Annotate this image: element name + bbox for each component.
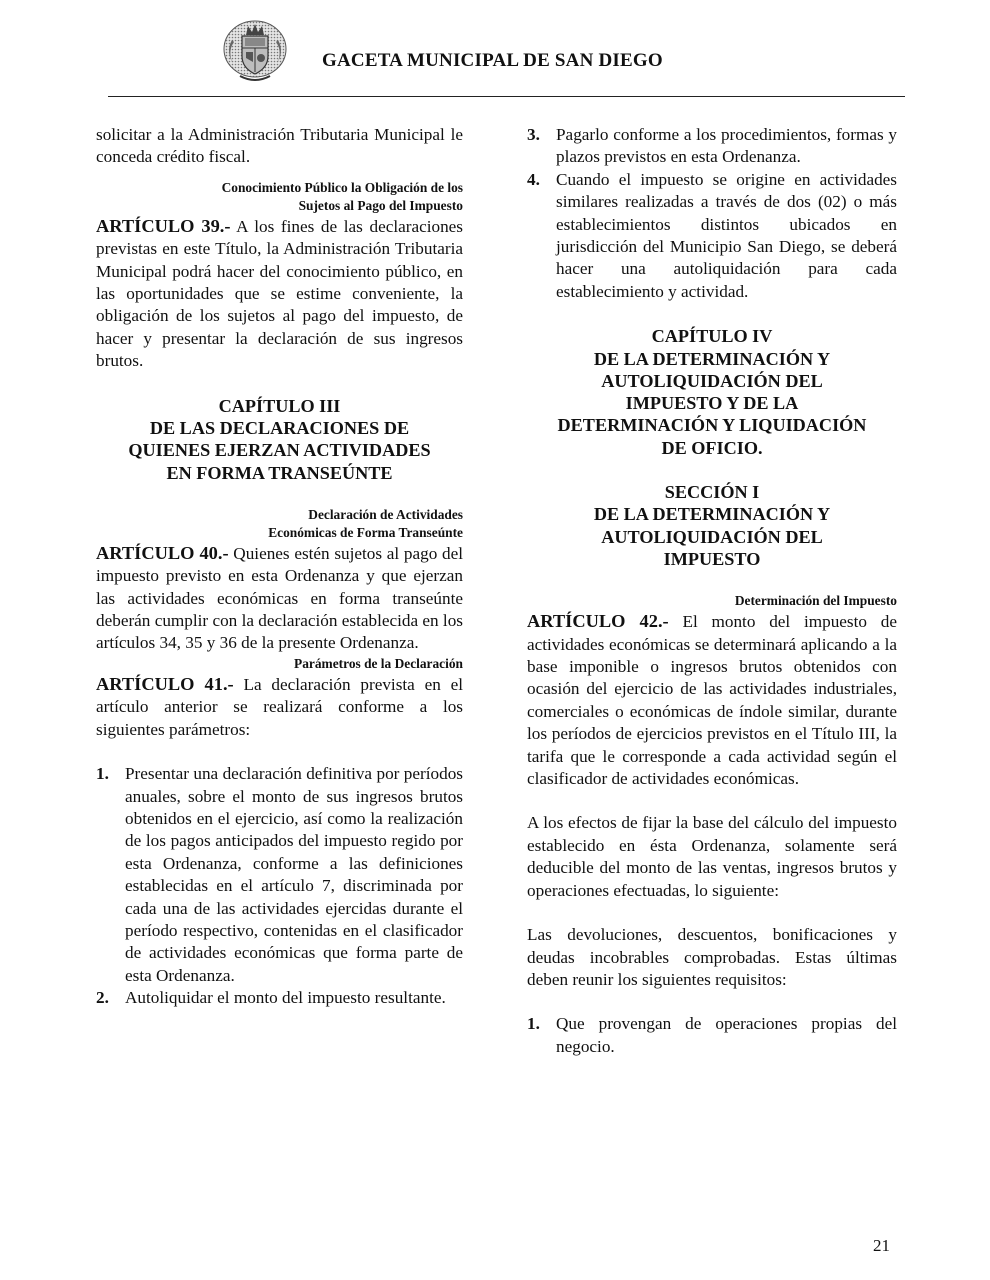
article-42 — [527, 610, 897, 790]
side-heading-conocimiento: Conocimiento Público la Obligación de los Sujetos al Pago del Impuesto — [221, 179, 463, 213]
left-column — [96, 124, 463, 1010]
list-item: 4. Cuando el impuesto se origine en actividades similares realizadas a través de dos (02) o más establecimientos distintos ubicados en jurisdicción del Municipio San Diego, se deberá hacer una autoliquidación para cada establecimiento y actividad. — [527, 169, 897, 301]
section-1-heading: SECCIÓN I DE LA DETERMINACIÓN Y AUTOLIQUIDACIÓN DEL IMPUESTO — [593, 482, 831, 569]
article-41-text: La declaración prevista en el artículo anterior se realizará conforme a los siguientes parámetros: — [96, 674, 463, 739]
list-item: 1. Que provengan de operaciones propias del negocio. — [527, 1014, 897, 1056]
header-rule — [108, 96, 905, 97]
side-heading-declaracion: Declaración de Actividades Económicas de Forma Transeúnte — [268, 506, 463, 540]
article-39 — [96, 215, 463, 373]
side-heading-parametros: Parámetros de la Declaración — [294, 655, 463, 671]
article-41 — [96, 673, 463, 741]
page-header — [0, 0, 990, 100]
right-column — [527, 124, 897, 1058]
paragraph-credit-fiscal: solicitar a la Administración Tributaria Municipal le conceda crédito fiscal. — [96, 125, 463, 167]
chapter-4-heading: CAPÍTULO IV DE LA DETERMINACIÓN Y AUTOLIQUIDACIÓN DEL IMPUESTO Y DE LA DETERMINACIÓN Y LIQUIDACIÓN DE OFICIO. — [557, 326, 867, 458]
list-item: 1. Presentar una declaración definitiva por períodos anuales, sobre el monto de sus ingresos brutos obtenidos en el ejercicio, así como la realización de los pagos anticipados del impuesto regido por esta Ordenanza, conforme a las definiciones establecidas en el artículo 7, discriminada por cada una de las actividades ejercidas durante el período respectivo, contenidas en el clasificador de actividades económicas que forma parte de esta Ordenanza. — [96, 764, 463, 985]
article-40-label: ARTÍCULO 40.- — [96, 542, 229, 563]
article-41-label: ARTÍCULO 41.- — [96, 673, 234, 694]
article-39-text: A los fines de las declaraciones previstas en este Título, la Administración Tributaria Municipal podrá hacer del conocimiento público, en las oportunidades que se estime conveniente, la obligación de los sujetos al pago del impuesto, de hacer y presentar la declaración de sus ingresos brutos. — [96, 216, 463, 371]
side-heading-determinacion: Determinación del Impuesto — [734, 593, 897, 609]
page-number: 21 — [873, 1236, 890, 1255]
parameters-list-continued — [527, 124, 897, 303]
paragraph-devoluciones: Las devoluciones, descuentos, bonificaciones y deudas incobrables comprobadas. Estas últimas deben reunir los siguientes requisitos: — [527, 925, 897, 989]
gazette-title: GACETA MUNICIPAL DE SAN DIEGO — [322, 50, 663, 71]
article-40 — [96, 542, 463, 655]
chapter-3-heading: CAPÍTULO III DE LAS DECLARACIONES DE QUIENES EJERZAN ACTIVIDADES EN FORMA TRANSEÚNTE — [128, 395, 431, 483]
list-item: 2. Autoliquidar el monto del impuesto resultante. — [96, 988, 446, 1008]
article-42-text: El monto del impuesto de actividades económicas se determinará aplicando a la base imponible o ingresos brutos obtenidos con ocasión del ejercicio de las actividades industriales, comerciales o económicas de índole similar, durante los períodos de ejercicios previstos en el Título III, la tarifa que le corresponde a cada actividad según el clasificador de actividades económicas. — [527, 612, 897, 789]
article-40-text: Quienes estén sujetos al pago del impuesto previsto en esta Ordenanza y que ejerzan las actividades económicas en forma transeúnte deberán cumplir con la declaración establecida en los artículos 34, 35 y 36 de la presente Ordenanza. — [96, 543, 463, 653]
requirements-list — [527, 1013, 897, 1058]
parameters-list — [96, 763, 463, 1009]
coat-of-arms-icon — [222, 18, 288, 84]
article-42-label: ARTÍCULO 42.- — [527, 611, 669, 632]
paragraph-base-calculo: A los efectos de fijar la base del cálculo del impuesto establecido en ésta Ordenanza, solamente será deducible del monto de las ventas, ingresos brutos y operaciones efectuadas, lo siguiente: — [527, 813, 897, 900]
list-item: 3. Pagarlo conforme a los procedimientos, formas y plazos previstos en esta Ordenanza. — [527, 125, 897, 167]
article-39-label: ARTÍCULO 39.- — [96, 215, 231, 236]
